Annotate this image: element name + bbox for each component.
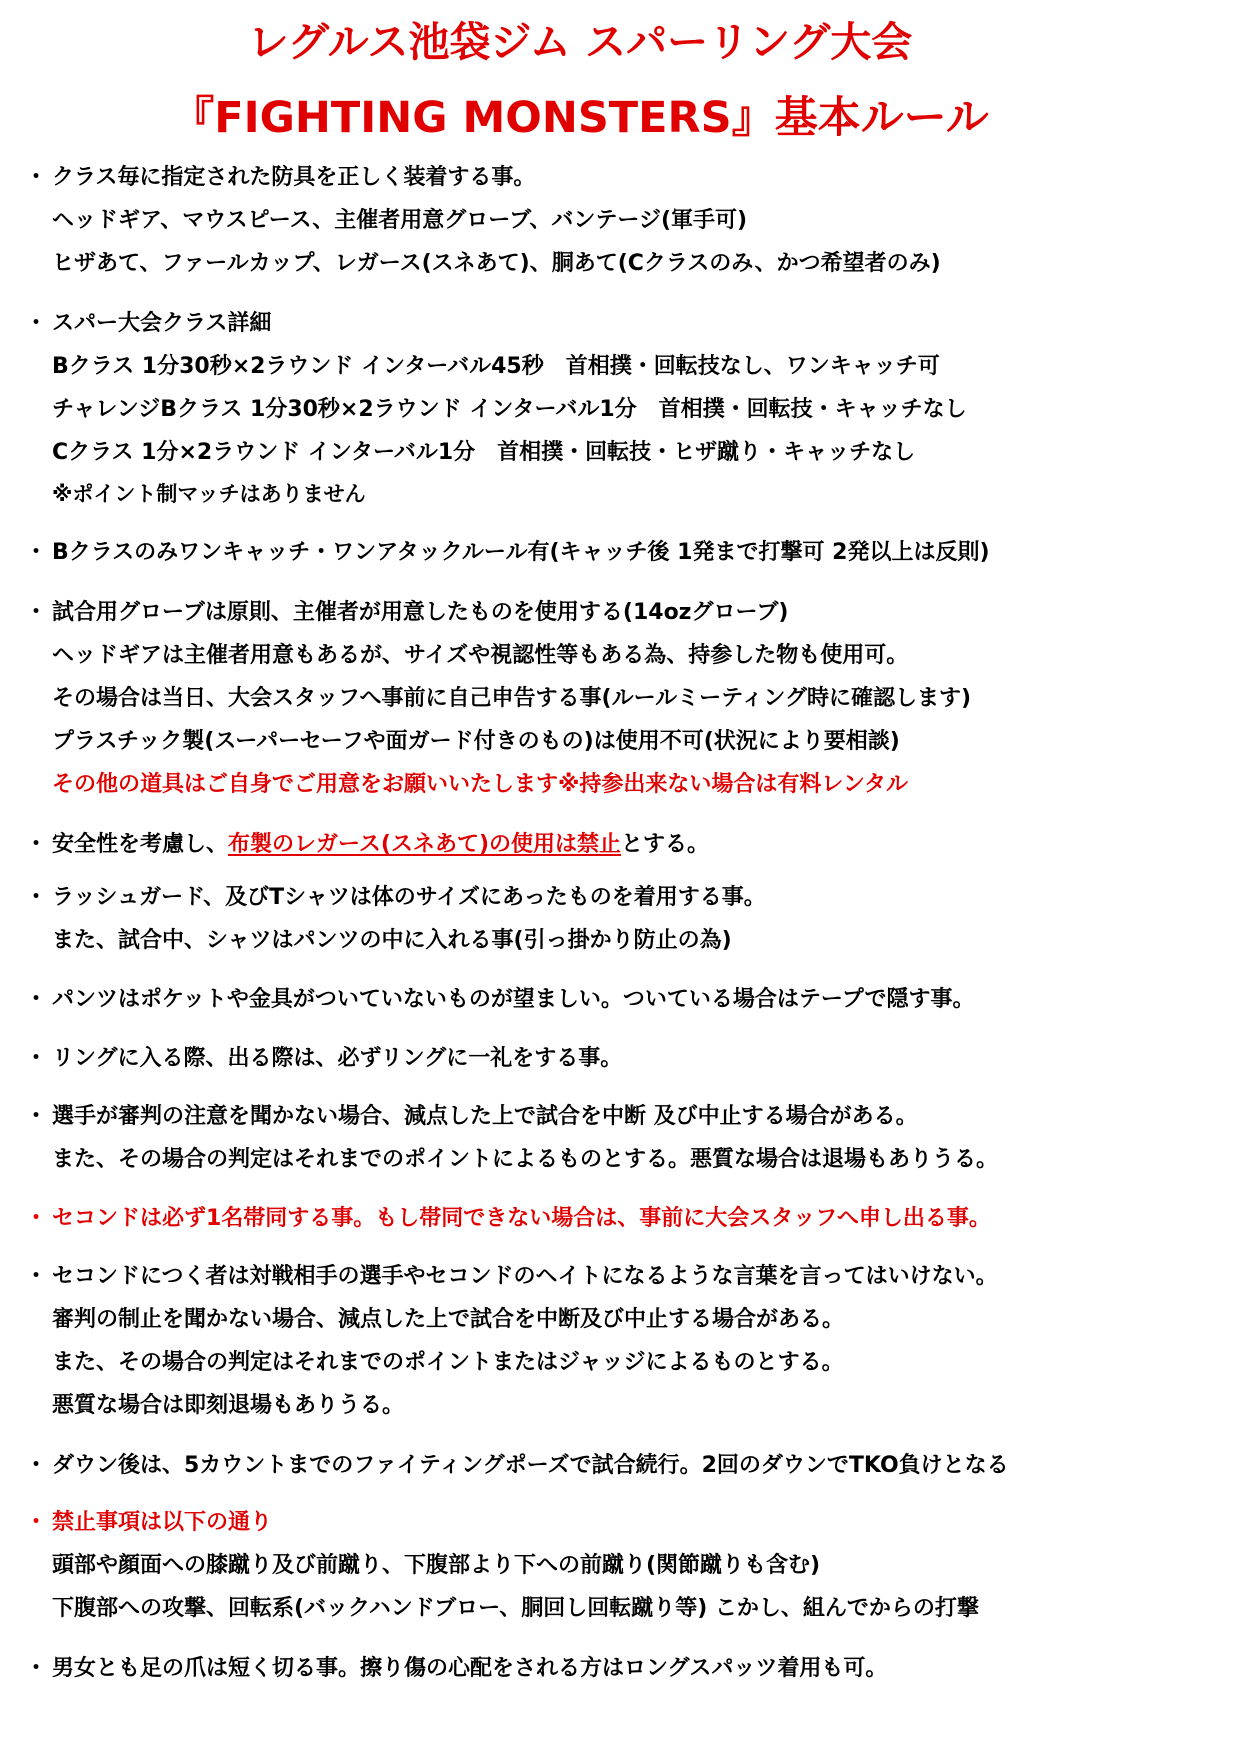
- rule-5-pre: 安全性を考慮し、: [52, 832, 229, 857]
- rule-3-head: ・ Bクラスのみワンキャッチ・ワンアタックルール有(キャッチ後 1発まで打撃可 2発以上は反則): [25, 538, 990, 568]
- bullet: ・: [25, 1104, 48, 1129]
- bullet: ・: [25, 1264, 48, 1289]
- bullet: ・: [25, 885, 48, 910]
- rule-4-line-5: その他の道具はご自身でご用意をお願いいたします※持参出来ない場合は有料レンタル: [52, 772, 908, 797]
- rule-4-line-4: プラスチック製(スーパーセーフや面ガード付きのもの)は使用不可(状況により要相談): [52, 729, 900, 754]
- rule-9-line-2: また、その場合の判定はそれまでのポイントによるものとする。悪質な場合は退場もありうる。: [52, 1147, 999, 1172]
- rule-10-head: ・ セコンドは必ず1名帯同する事。もし帯同できない場合は、事前に大会スタッフへ申し出る事。: [25, 1204, 991, 1234]
- rule-13-line-2: 頭部や顔面への膝蹴り及び前蹴り、下腹部より下への前蹴り(関節蹴りも含む): [52, 1553, 821, 1578]
- bullet: ・: [25, 1453, 48, 1478]
- bullet: ・: [25, 311, 48, 336]
- document-title-line1: レグルス池袋ジム スパーリング大会: [247, 18, 913, 66]
- rule-11-line-4: 悪質な場合は即刻退場もありうる。: [52, 1393, 405, 1418]
- rule-11-line-2: 審判の制止を聞かない場合、減点した上で試合を中断及び中止する場合がある。: [52, 1307, 845, 1332]
- rule-5-post: とする。: [621, 832, 710, 857]
- rule-8-head: ・ リングに入る際、出る際は、必ずリングに一礼をする事。: [25, 1044, 622, 1074]
- rule-13-line-3: 下腹部への攻撃、回転系(バックハンドブロー、胴回し回転蹴り等) こかし、組んでからの打撃: [52, 1596, 979, 1621]
- rule-1-line-2: ヘッドギア、マウスピース、主催者用意グローブ、バンテージ(軍手可): [52, 208, 748, 233]
- bullet: ・: [25, 540, 48, 565]
- rule-1-line-3: ヒザあて、ファールカップ、レガース(スネあて)、胴あて(Cクラスのみ、かつ希望者のみ): [52, 251, 941, 276]
- rule-4-head: ・ 試合用グローブは原則、主催者が用意したものを使用する(14ozグローブ): [25, 598, 788, 628]
- rule-14-head: ・ 男女とも足の爪は短く切る事。擦り傷の心配をされる方はロングスパッツ着用も可。: [25, 1654, 887, 1684]
- rule-11-head: ・ セコンドにつく者は対戦相手の選手やセコンドのヘイトになるような言葉を言ってはいけない。: [25, 1262, 998, 1292]
- bullet: ・: [25, 1206, 48, 1231]
- bullet: ・: [25, 600, 48, 625]
- rule-5-emphasis: 布製のレガース(スネあて)の使用は禁止: [228, 832, 622, 857]
- rule-9-head: ・ 選手が審判の注意を聞かない場合、減点した上で試合を中断 及び中止する場合がある。: [25, 1102, 918, 1132]
- rule-1-head: ・ クラス毎に指定された防具を正しく装着する事。: [25, 163, 535, 193]
- bullet: ・: [25, 165, 48, 190]
- rule-12-head: ・ ダウン後は、5カウントまでのファイティングポーズで試合続行。2回のダウンでTKO負けとなる: [25, 1451, 1009, 1481]
- rule-2-line-4: Cクラス 1分×2ラウンド インターバル1分 首相撲・回転技・ヒザ蹴り・キャッチなし: [52, 440, 916, 465]
- bullet: ・: [25, 1510, 48, 1535]
- bullet: ・: [25, 987, 48, 1012]
- rule-11-line-3: また、その場合の判定はそれまでのポイントまたはジャッジによるものとする。: [52, 1350, 844, 1375]
- rule-2-line-3: チャレンジBクラス 1分30秒×2ラウンド インターバル1分 首相撲・回転技・キャッチなし: [52, 397, 967, 422]
- rule-6-head: ・ ラッシュガード、及びTシャツは体のサイズにあったものを着用する事。: [25, 883, 766, 913]
- rule-2-line-5: ※ポイント制マッチはありません: [52, 482, 366, 506]
- rule-6-line-2: また、試合中、シャツはパンツの中に入れる事(引っ掛かり防止の為): [52, 928, 732, 953]
- bullet: ・: [25, 1656, 48, 1681]
- rule-4-line-3: その場合は当日、大会スタッフへ事前に自己申告する事(ルールミーティング時に確認します): [52, 686, 972, 711]
- bullet: ・: [25, 832, 48, 857]
- rule-13-head: ・ 禁止事項は以下の通り: [25, 1508, 272, 1538]
- rule-2-head: ・ スパー大会クラス詳細: [25, 309, 271, 339]
- document-title-line2: 『FIGHTING MONSTERS』基本ルール: [171, 93, 989, 143]
- rule-2-line-2: Bクラス 1分30秒×2ラウンド インターバル45秒 首相撲・回転技なし、ワンキャッチ可: [52, 354, 940, 379]
- rule-7-head: ・ パンツはポケットや金具がついていないものが望ましい。ついている場合はテープで隠す事。: [25, 985, 974, 1015]
- bullet: ・: [25, 1046, 48, 1071]
- rule-5-head: [25, 830, 709, 860]
- rule-4-line-2: ヘッドギアは主催者用意もあるが、サイズや視認性等もある為、持参した物も使用可。: [52, 643, 909, 668]
